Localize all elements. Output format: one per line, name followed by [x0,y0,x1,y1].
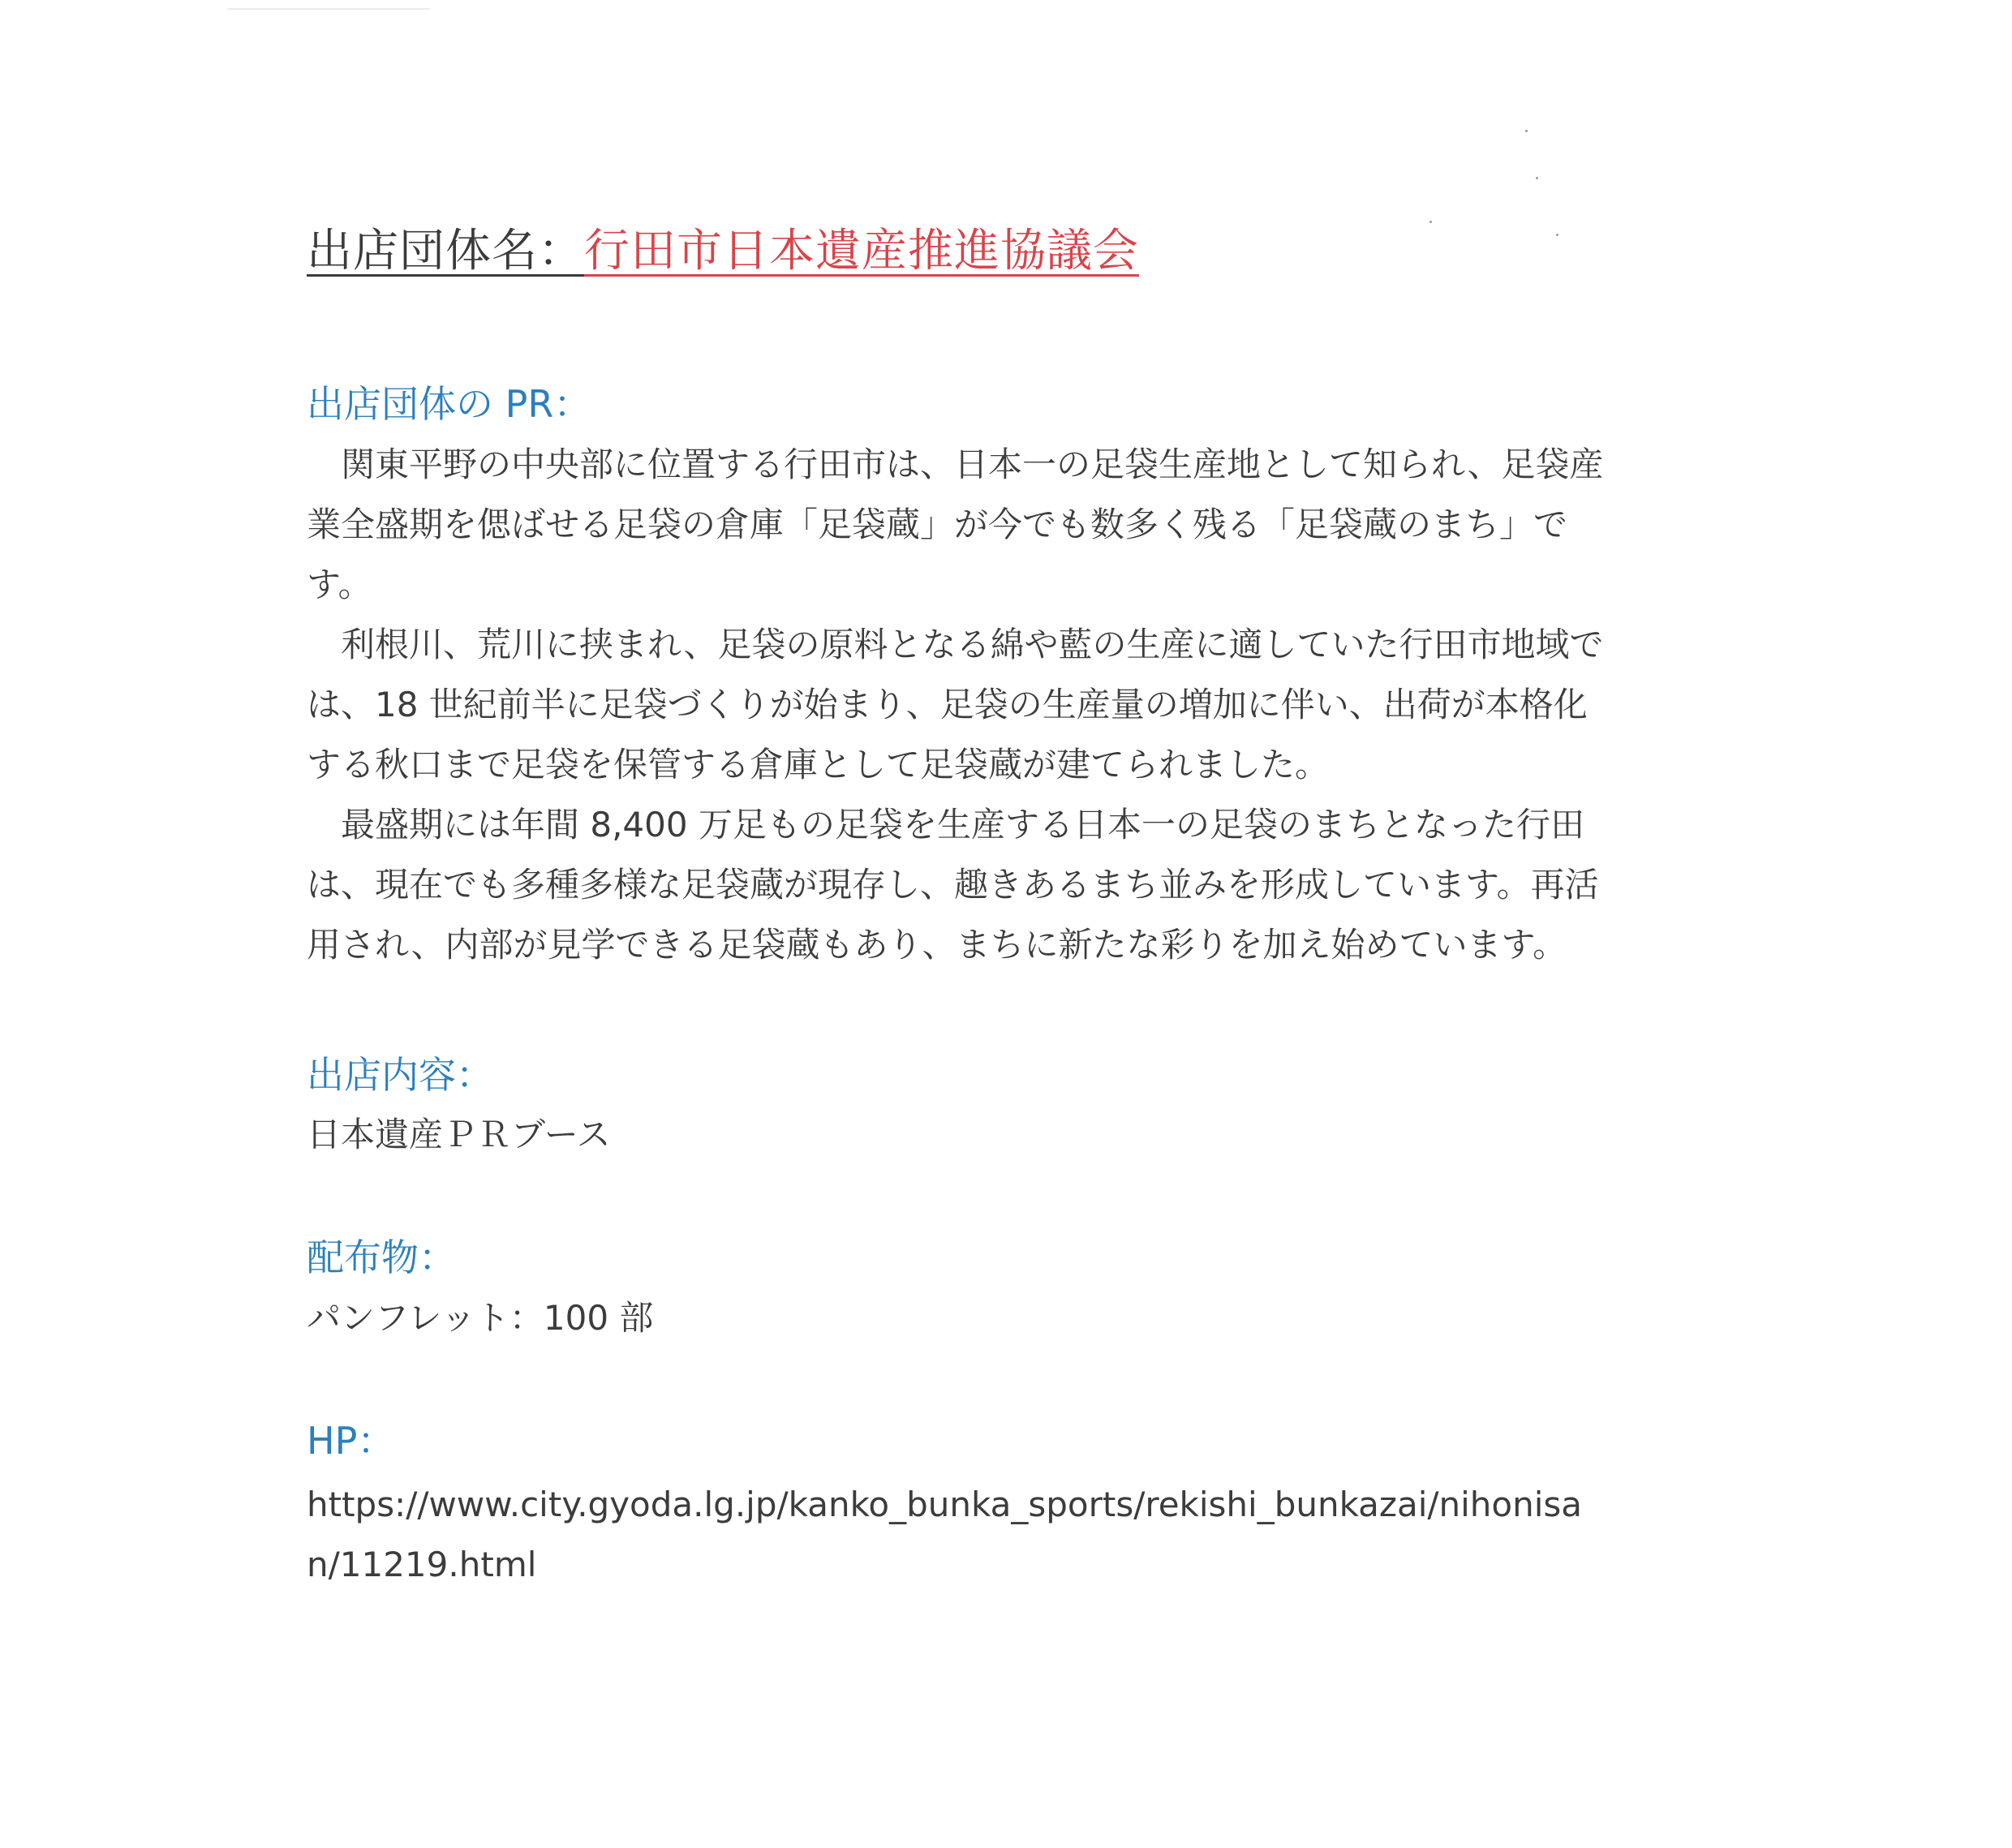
pr-line: 最盛期には年間 8,400 万足もの足袋を生産する日本一の足袋のまちとなった行田 [307,805,1584,844]
content-value: 日本遺産ＰＲブース [307,1115,611,1154]
content-heading: 出店内容： [307,1053,493,1097]
pr-line: 利根川、荒川に挟まれ、足袋の原料となる綿や藍の生産に適していた行田市地域で [307,625,1604,664]
scan-speck [1556,234,1558,236]
scan-speck [1525,130,1528,132]
pr-line: す。 [307,565,372,604]
pr-line: する秋口まで足袋を保管する倉庫として足袋蔵が建てられました。 [307,745,1330,784]
distribution-heading: 配布物： [307,1236,456,1279]
organization-label: 出店団体名： [307,225,584,277]
pr-line: 関東平野の中央部に位置する行田市は、日本一の足袋生産地として知られ、足袋産 [307,445,1604,484]
pr-line: 用され、内部が見学できる足袋蔵もあり、まちに新たな彩りを加え始めています。 [307,925,1567,965]
organization-title [307,219,1139,284]
organization-name: 行田市日本遺産推進協議会 [584,225,1139,277]
pr-body [307,435,1735,975]
hp-url[interactable] [307,1475,1582,1595]
distribution-value: パンフレット：100 部 [307,1298,654,1338]
pr-line: は、現在でも多種多様な足袋蔵が現存し、趣きあるまち並みを形成しています。再活 [307,865,1599,905]
scan-speck [1536,177,1538,179]
pr-line: は、18 世紀前半に足袋づくりが始まり、足袋の生産量の増加に伴い、出荷が本格化 [307,685,1588,724]
scan-artifact [227,8,430,10]
pr-line: 業全盛期を偲ばせる足袋の倉庫「足袋蔵」が今でも数多く残る「足袋蔵のまち」で [307,505,1568,544]
hp-heading: HP： [307,1419,395,1463]
pr-heading: 出店団体の PR： [307,382,591,426]
hp-url-line[interactable]: n/11219.html [307,1545,537,1584]
hp-url-line[interactable]: https://www.city.gyoda.lg.jp/kanko_bunka_sports/rekishi_bunkazai/nihonisa [307,1485,1583,1524]
scan-speck [1429,221,1432,223]
